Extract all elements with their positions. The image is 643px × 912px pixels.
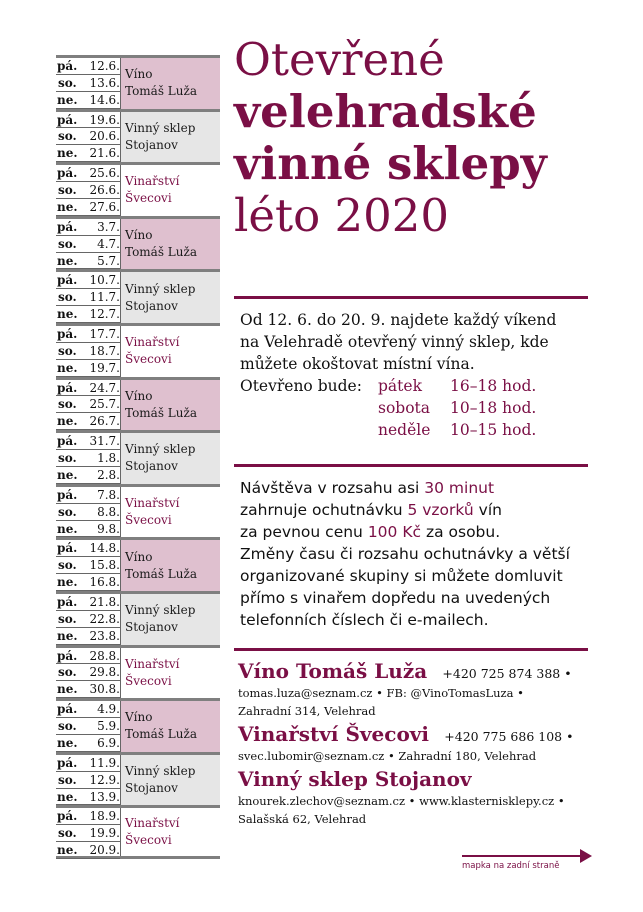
winery-cell: [120, 701, 220, 752]
winery-label: Vinný sklep: [125, 764, 196, 779]
date-value: 31.7.: [89, 434, 120, 449]
schedule-week: [56, 484, 220, 538]
date-row: [56, 92, 120, 109]
samples-value: 5 vzorků: [407, 501, 474, 519]
date-value: 11.7.: [89, 290, 120, 305]
date-row: [56, 594, 120, 611]
winery-label: Vinařství: [125, 335, 180, 350]
day-abbr: ne.: [57, 789, 78, 804]
winery-label: Víno: [125, 67, 153, 82]
day-abbr: pá.: [57, 219, 78, 234]
day-abbr: so.: [58, 665, 77, 680]
week-dates: [56, 380, 120, 431]
winery-label: Vinařství: [125, 816, 180, 831]
winery-cell: [120, 594, 220, 645]
intro-line-1: Od 12. 6. do 20. 9. najdete každý víkend: [240, 311, 557, 329]
schedule-week: [56, 805, 220, 859]
day-abbr: so.: [58, 772, 77, 787]
date-row: [56, 165, 120, 182]
schedule-week: [56, 323, 220, 377]
date-value: 25.7.: [89, 397, 120, 412]
date-value: 12.9.: [89, 772, 120, 787]
week-dates: [56, 701, 120, 752]
winery-label: Víno: [125, 228, 153, 243]
arrow-line: [462, 855, 590, 857]
date-value: 22.8.: [89, 611, 120, 626]
winery-cell: [120, 272, 220, 323]
day-abbr: so.: [58, 75, 77, 90]
intro-line-2: na Velehradě otevřený vinný sklep, kde: [240, 333, 549, 351]
day-hours: 10–15 hod.: [450, 421, 537, 439]
duration-value: 30 minut: [424, 479, 495, 497]
contact-stojanov: [238, 767, 588, 828]
date-row: [56, 450, 120, 467]
contact-svecovi: [238, 722, 588, 765]
date-value: 4.9.: [97, 702, 120, 717]
winery-cell: [120, 165, 220, 216]
date-value: 26.6.: [89, 183, 120, 198]
day-abbr: ne.: [57, 307, 78, 322]
title-line-3: vinné sklepy: [234, 137, 547, 190]
winery-label: Švecovi: [125, 673, 172, 688]
week-dates: [56, 272, 120, 323]
date-value: 1.8.: [97, 451, 120, 466]
date-value: 21.6.: [89, 146, 120, 161]
date-value: 6.9.: [97, 735, 120, 750]
title-line-4: léto 2020: [234, 189, 450, 242]
week-dates: [56, 58, 120, 109]
week-dates: [56, 487, 120, 538]
day-abbr: pá.: [57, 380, 78, 395]
winery-label: Víno: [125, 549, 153, 564]
winery-label: Vinný sklep: [125, 120, 196, 135]
week-dates: [56, 165, 120, 216]
date-row: [56, 145, 120, 162]
day-abbr: ne.: [57, 199, 78, 214]
day-abbr: ne.: [57, 360, 78, 375]
intro-line-3: můžete okoštovat místní vína.: [240, 355, 475, 373]
date-row: [56, 701, 120, 718]
date-row: [56, 58, 120, 75]
date-row: [56, 557, 120, 574]
winery-label: Stojanov: [125, 620, 178, 635]
contact-details[interactable]: tomas.luza@seznam.cz • FB: @VinoTomasLuza •: [238, 686, 524, 700]
schedule-week: [56, 698, 220, 752]
day-abbr: ne.: [57, 92, 78, 107]
date-row: [56, 772, 120, 789]
visit-line-6: přímo s vinařem dopředu na uvedených: [240, 589, 551, 607]
day-abbr: so.: [58, 451, 77, 466]
schedule-week: [56, 645, 220, 699]
date-value: 20.9.: [89, 843, 120, 858]
day-abbr: ne.: [57, 521, 78, 536]
schedule-week: [56, 752, 220, 806]
date-row: [56, 521, 120, 538]
date-value: 19.9.: [89, 826, 120, 841]
date-value: 26.7.: [89, 414, 120, 429]
day-abbr: ne.: [57, 467, 78, 482]
week-dates: [56, 755, 120, 806]
date-row: [56, 504, 120, 521]
date-row: [56, 467, 120, 484]
date-value: 8.8.: [97, 504, 120, 519]
winery-label: Vinařství: [125, 656, 180, 671]
contact-address: Zahradní 314, Velehrad: [238, 704, 376, 718]
winery-label: Vinný sklep: [125, 442, 196, 457]
date-row: [56, 648, 120, 665]
date-row: [56, 487, 120, 504]
contact-address: Salašská 62, Velehrad: [238, 812, 367, 826]
winery-label: Víno: [125, 710, 153, 725]
date-row: [56, 343, 120, 360]
date-row: [56, 540, 120, 557]
date-value: 7.8.: [97, 487, 120, 502]
date-value: 14.6.: [89, 92, 120, 107]
date-value: 18.9.: [89, 809, 120, 824]
contact-details[interactable]: svec.lubomir@seznam.cz • Zahradní 180, Velehrad: [238, 749, 537, 763]
day-abbr: pá.: [57, 434, 78, 449]
day-hours: 16–18 hod.: [450, 377, 537, 395]
date-value: 19.7.: [89, 360, 120, 375]
day-abbr: so.: [58, 719, 77, 734]
winery-label: Tomáš Luža: [125, 727, 197, 742]
winery-cell: [120, 808, 220, 856]
winery-label: Tomáš Luža: [125, 245, 197, 260]
date-value: 20.6.: [89, 129, 120, 144]
day-abbr: pá.: [57, 648, 78, 663]
opening-hours: [240, 375, 588, 441]
winery-label: Vinný sklep: [125, 281, 196, 296]
day-hours: 10–18 hod.: [450, 399, 537, 417]
date-value: 13.9.: [89, 789, 120, 804]
date-value: 13.6.: [89, 75, 120, 90]
date-value: 5.7.: [97, 253, 120, 268]
day-abbr: pá.: [57, 59, 78, 73]
day-abbr: ne.: [57, 682, 78, 697]
date-value: 24.7.: [89, 380, 120, 395]
date-value: 12.6.: [89, 59, 120, 73]
date-value: 18.7.: [89, 343, 120, 358]
winery-label: Stojanov: [125, 781, 178, 796]
schedule-week: [56, 269, 220, 323]
date-row: [56, 326, 120, 343]
date-row: [56, 789, 120, 806]
winery-label: Vinařství: [125, 496, 180, 511]
week-dates: [56, 219, 120, 270]
intro-panel: [234, 296, 588, 441]
day-abbr: pá.: [57, 487, 78, 502]
date-row: [56, 272, 120, 289]
day-abbr: ne.: [57, 628, 78, 643]
date-row: [56, 199, 120, 216]
contacts-panel: [234, 648, 588, 830]
map-note[interactable]: [462, 849, 590, 871]
winery-cell: [120, 487, 220, 538]
visit-line-1: Návštěva v rozsahu asi 30 minut: [240, 479, 495, 497]
open-label: Otevřeno bude:: [240, 377, 362, 395]
winery-cell: [120, 755, 220, 806]
day-name: sobota: [378, 399, 431, 417]
contact-luza: [238, 659, 588, 720]
day-abbr: ne.: [57, 146, 78, 161]
day-abbr: so.: [58, 397, 77, 412]
week-dates: [56, 808, 120, 856]
winery-label: Švecovi: [125, 513, 172, 528]
day-abbr: so.: [58, 290, 77, 305]
date-row: [56, 681, 120, 698]
date-row: [56, 253, 120, 270]
winery-label: Švecovi: [125, 191, 172, 206]
schedule-week: [56, 591, 220, 645]
day-abbr: so.: [58, 129, 77, 144]
day-abbr: pá.: [57, 273, 78, 288]
date-value: 9.8.: [97, 521, 120, 536]
day-abbr: so.: [58, 611, 77, 626]
date-value: 14.8.: [89, 541, 120, 556]
winery-label: Tomáš Luža: [125, 566, 197, 581]
visit-line-7: telefonních číslech či e-mailech.: [240, 611, 489, 629]
date-row: [56, 75, 120, 92]
winery-cell: [120, 540, 220, 591]
date-row: [56, 360, 120, 377]
schedule-week: [56, 162, 220, 216]
date-value: 17.7.: [89, 326, 120, 341]
day-abbr: so.: [58, 826, 77, 841]
date-value: 25.6.: [89, 166, 120, 181]
date-row: [56, 306, 120, 323]
week-dates: [56, 326, 120, 377]
day-abbr: ne.: [57, 575, 78, 590]
title-line-1: Otevřené: [234, 33, 445, 86]
winery-label: Tomáš Luža: [125, 405, 197, 420]
date-row: [56, 380, 120, 397]
day-abbr: so.: [58, 236, 77, 251]
day-abbr: pá.: [57, 755, 78, 770]
winery-name: Vinařství Švecovi: [238, 722, 430, 746]
date-value: 5.9.: [97, 719, 120, 734]
winery-cell: [120, 112, 220, 163]
date-row: [56, 574, 120, 591]
date-row: [56, 842, 120, 859]
day-abbr: so.: [58, 504, 77, 519]
winery-cell: [120, 58, 220, 109]
week-dates: [56, 112, 120, 163]
date-row: [56, 182, 120, 199]
week-dates: [56, 433, 120, 484]
visit-line-3: za pevnou cenu 100 Kč za osobu.: [240, 523, 501, 541]
date-value: 11.9.: [89, 755, 120, 770]
day-abbr: pá.: [57, 594, 78, 609]
date-row: [56, 825, 120, 842]
date-row: [56, 735, 120, 752]
winery-label: Vinný sklep: [125, 603, 196, 618]
schedule-week: [56, 55, 220, 109]
day-abbr: pá.: [57, 166, 78, 181]
date-value: 29.8.: [89, 665, 120, 680]
date-row: [56, 808, 120, 825]
week-dates: [56, 594, 120, 645]
date-row: [56, 718, 120, 735]
page-title: [234, 34, 614, 242]
winery-cell: [120, 326, 220, 377]
date-row: [56, 628, 120, 645]
schedule-week: [56, 430, 220, 484]
schedule-week: [56, 216, 220, 270]
day-abbr: ne.: [57, 735, 78, 750]
day-abbr: ne.: [57, 253, 78, 268]
arrow-right-icon: [580, 849, 592, 863]
date-row: [56, 236, 120, 253]
contact-details[interactable]: knourek.zlechov@seznam.cz • www.klasternisklepy.cz •: [238, 794, 565, 808]
winery-cell: [120, 433, 220, 484]
date-row: [56, 112, 120, 129]
date-value: 23.8.: [89, 628, 120, 643]
day-abbr: pá.: [57, 809, 78, 824]
winery-label: Švecovi: [125, 352, 172, 367]
visit-line-2: zahrnuje ochutnávku 5 vzorků vín: [240, 501, 502, 519]
phone-link[interactable]: +420 775 686 108 •: [444, 729, 574, 744]
date-row: [56, 433, 120, 450]
schedule-week: [56, 537, 220, 591]
date-row: [56, 219, 120, 236]
date-value: 2.8.: [97, 467, 120, 482]
price-value: 100 Kč: [367, 523, 422, 541]
schedule-week: [56, 377, 220, 431]
day-abbr: so.: [58, 183, 77, 198]
visit-info-panel: [234, 464, 588, 631]
winery-label: Stojanov: [125, 459, 178, 474]
winery-label: Stojanov: [125, 137, 178, 152]
day-name: pátek: [378, 377, 422, 395]
day-abbr: pá.: [57, 112, 78, 127]
date-value: 15.8.: [89, 558, 120, 573]
date-row: [56, 664, 120, 681]
title-line-2: velehradské: [234, 85, 537, 138]
date-value: 30.8.: [89, 682, 120, 697]
date-value: 3.7.: [97, 219, 120, 234]
winery-label: Vinařství: [125, 174, 180, 189]
date-value: 28.8.: [89, 648, 120, 663]
day-abbr: pá.: [57, 326, 78, 341]
winery-cell: [120, 648, 220, 699]
week-dates: [56, 648, 120, 699]
schedule-week: [56, 109, 220, 163]
date-value: 16.8.: [89, 575, 120, 590]
date-row: [56, 128, 120, 145]
winery-cell: [120, 380, 220, 431]
winery-name: Vinný sklep Stojanov: [238, 767, 472, 791]
day-abbr: so.: [58, 558, 77, 573]
date-value: 10.7.: [89, 273, 120, 288]
date-value: 12.7.: [89, 307, 120, 322]
day-abbr: pá.: [57, 702, 78, 717]
map-note-text: mapka na zadní straně: [462, 861, 560, 871]
date-value: 21.8.: [89, 594, 120, 609]
day-name: neděle: [378, 421, 431, 439]
winery-name: Víno Tomáš Luža: [238, 659, 428, 683]
winery-label: Víno: [125, 388, 153, 403]
week-dates: [56, 540, 120, 591]
date-row: [56, 755, 120, 772]
date-row: [56, 611, 120, 628]
date-value: 27.6.: [89, 199, 120, 214]
day-abbr: ne.: [57, 843, 78, 858]
day-abbr: ne.: [57, 414, 78, 429]
visit-line-4: Změny času či rozsahu ochutnávky a větší: [240, 545, 570, 563]
date-row: [56, 289, 120, 306]
date-value: 19.6.: [89, 112, 120, 127]
visit-line-5: organizované skupiny si můžete domluvit: [240, 567, 563, 585]
schedule-table: [56, 55, 220, 859]
day-abbr: pá.: [57, 541, 78, 556]
day-abbr: so.: [58, 343, 77, 358]
phone-link[interactable]: +420 725 874 388 •: [442, 666, 572, 681]
winery-label: Tomáš Luža: [125, 84, 197, 99]
date-row: [56, 396, 120, 413]
winery-label: Stojanov: [125, 298, 178, 313]
winery-cell: [120, 219, 220, 270]
date-row: [56, 413, 120, 430]
date-value: 4.7.: [97, 236, 120, 251]
winery-label: Švecovi: [125, 833, 172, 848]
